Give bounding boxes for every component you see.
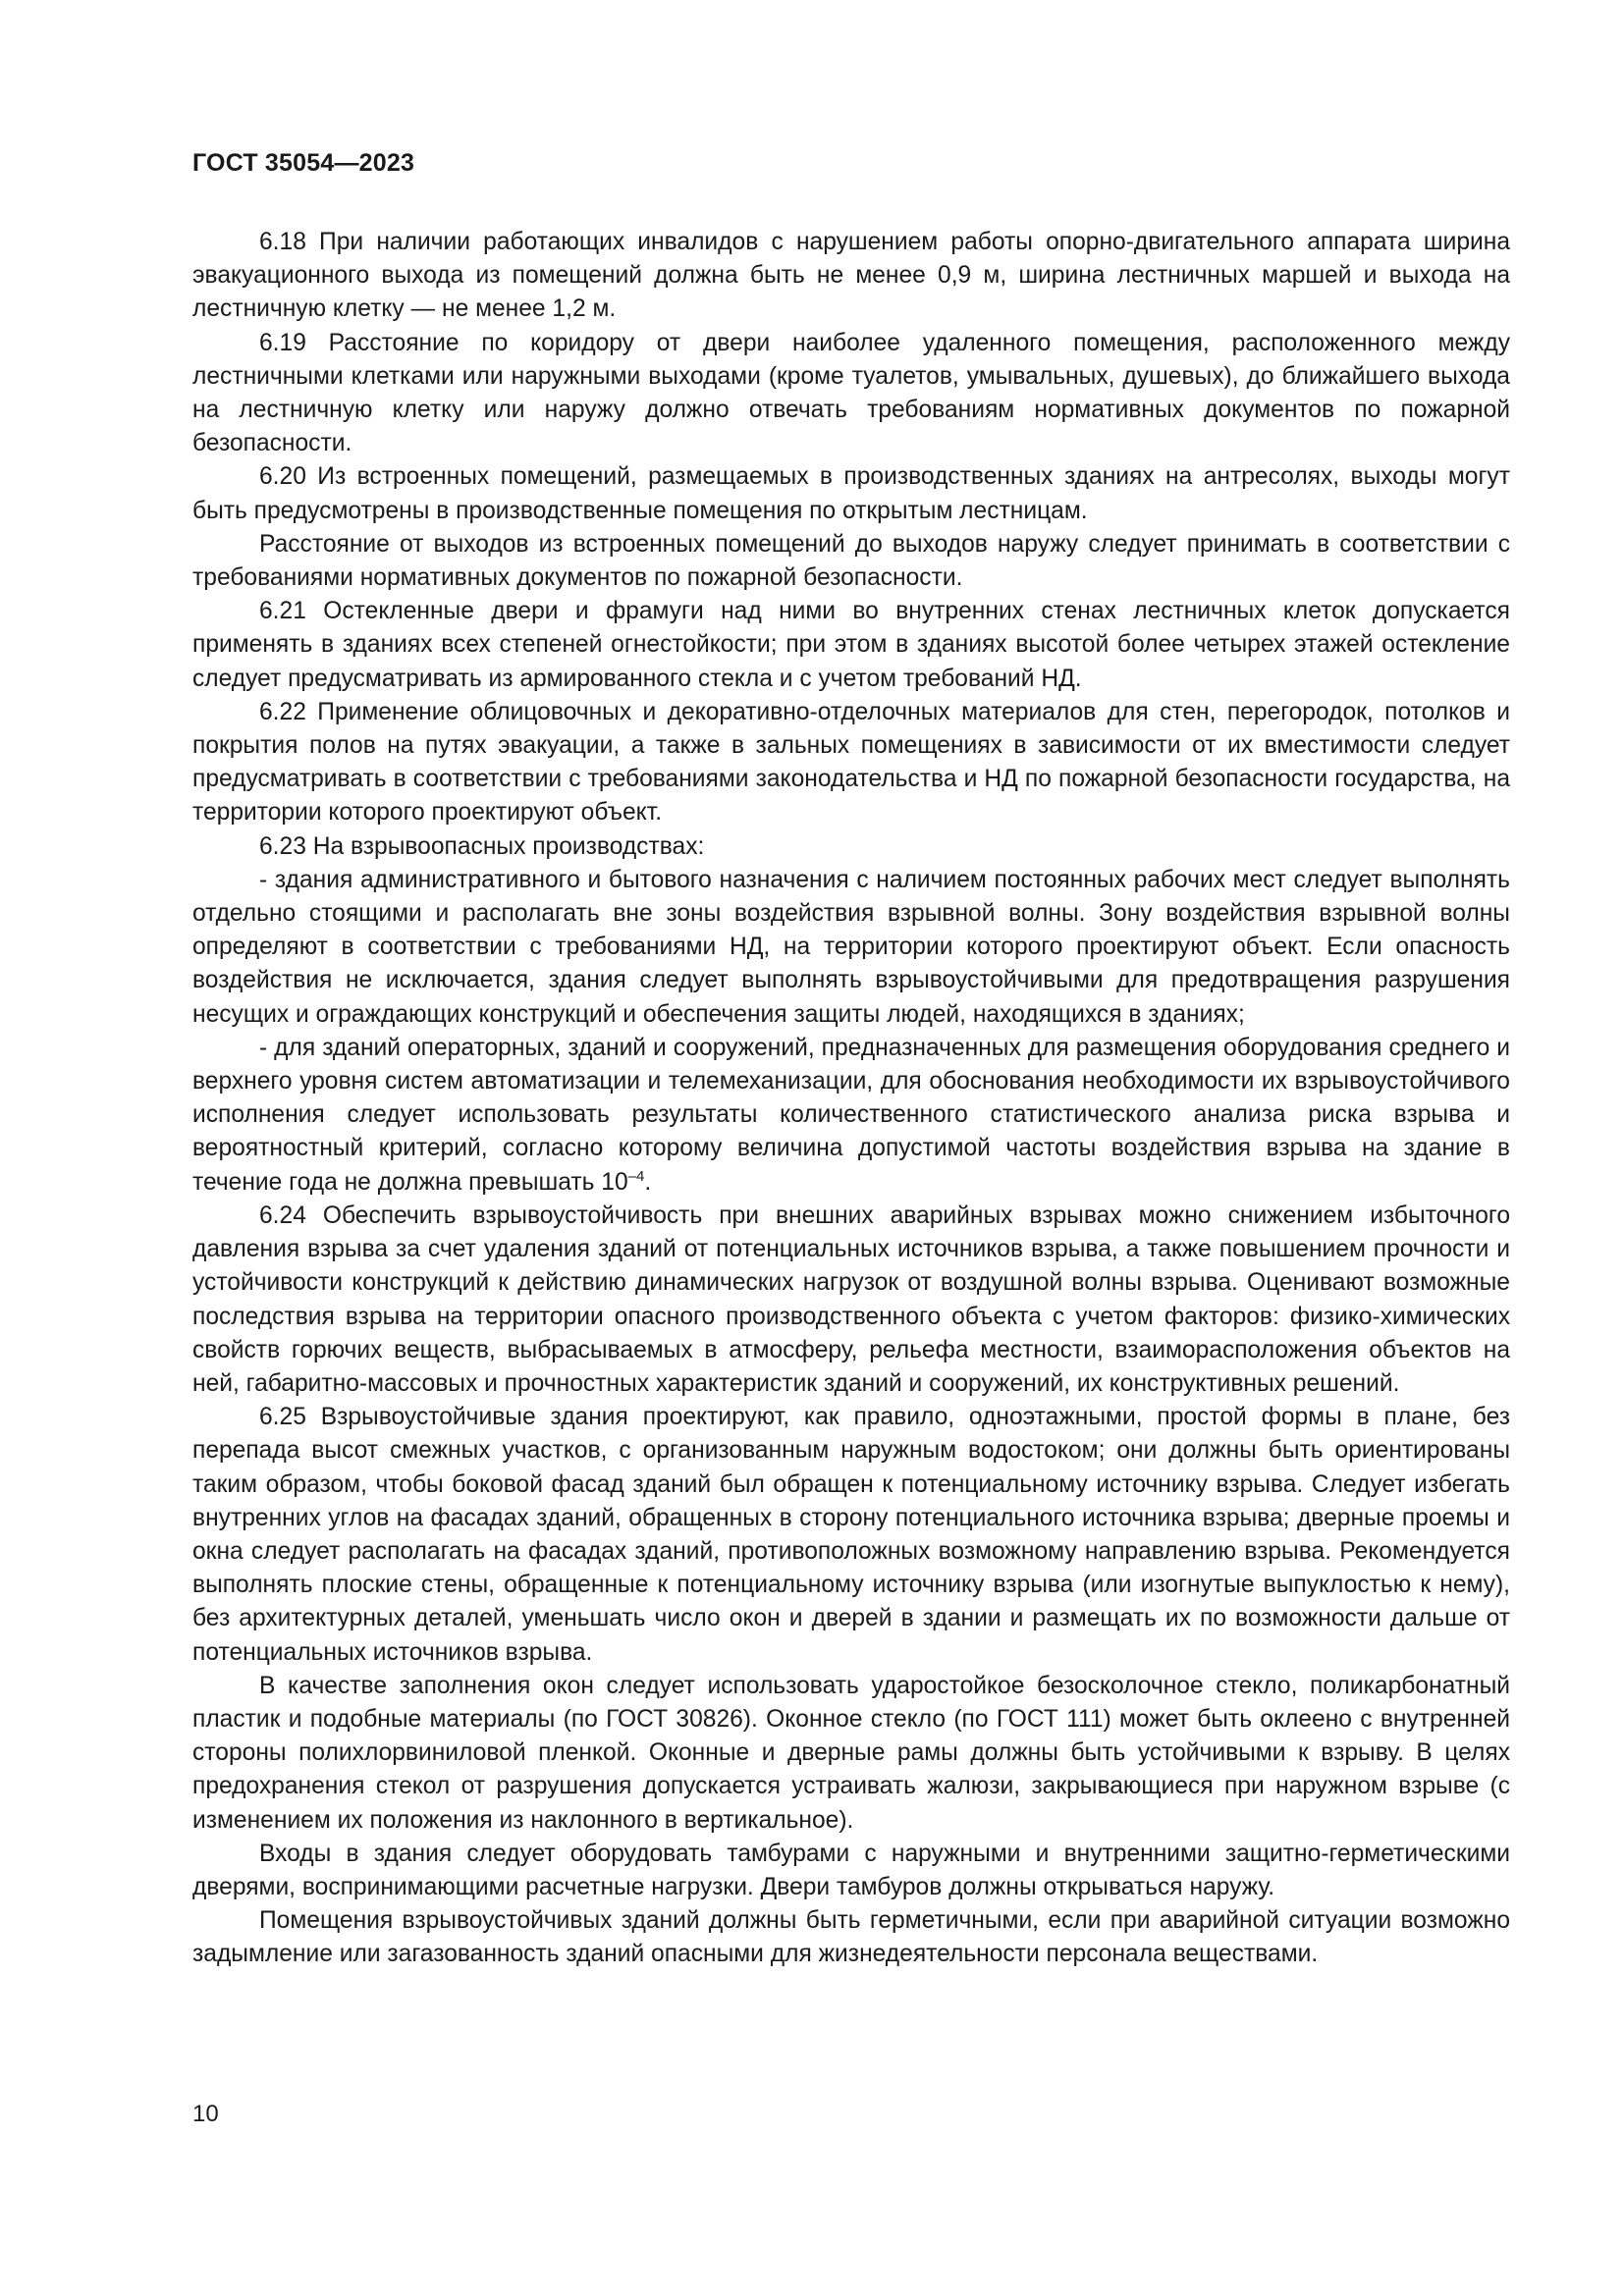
- document-body: [192, 226, 1510, 1972]
- frequency-exponent: –4: [627, 1167, 645, 1185]
- paragraph-6-23-operator-buildings: [192, 1032, 1510, 1200]
- paragraph-6-25-windows: В качестве заполнения окон следует использовать ударостойкое безосколочное стекло, поликарбонатный пластик и подобные материалы (по ГОСТ 30826). Оконное стекло (по ГОСТ 111) может быть оклеено с внутренней стороны полихлорвиниловой пленкой. Оконные и дверные рамы должны быть устойчивыми к взрыву. В целях предохранения стекол от разрушения допускается устраивать жалюзи, закрывающиеся при наружном взрыве (с изменением их положения из наклонного в вертикальное).: [192, 1672, 1510, 1834]
- paragraph-6-19: 6.19 Расстояние по коридору от двери наиболее удаленного помещения, расположенного между лестничными клетками или наружными выходами (кроме туалетов, умывальных, душевых), до ближайшего выхода на лестничную клетку или наружу должно отвечать требованиям нормативных документов по пожарной безопасности.: [192, 329, 1510, 457]
- paragraph-6-22: 6.22 Применение облицовочных и декоративно-отделочных материалов для стен, перегородок, потолков и покрытия полов на путях эвакуации, а также в зальных помещениях в зависимости от их вместимости следует предусматривать в соответствии с требованиями законодательства и НД по пожарной безопасности государства, на территории которого проектируют объект.: [192, 698, 1510, 827]
- paragraph-6-24: 6.24 Обеспечить взрывоустойчивость при внешних аварийных взрывах можно снижением избыточного давления взрыва за счет удаления зданий от потенциальных источников взрыва, а также повышением прочности и устойчивости конструкций к действию динамических нагрузок от воздушной волны взрыва. Оценивают возможные последствия взрыва на территории опасного производственного объекта с учетом факторов: физико-химических свойств горючих веществ, выбрасываемых в атмосферу, рельефа местности, взаиморасположения объектов на ней, габаритно-массовых и прочностных характеристик зданий и сооружений, их конструктивных решений.: [192, 1201, 1510, 1397]
- document-header: ГОСТ 35054—2023: [192, 149, 415, 177]
- paragraph-6-25-entrances: Входы в здания следует оборудовать тамбурами с наружными и внутренними защитно-герметическими дверями, воспринимающими расчетные нагрузки. Двери тамбуров должны открываться наружу.: [192, 1840, 1510, 1900]
- paragraph-6-23-admin-buildings: - здания административного и бытового назначения с наличием постоянных рабочих мест следует выполнять отдельно стоящими и располагать вне зоны воздействия взрывной волны. Зону воздействия взрывной волны определяют в соответствии с требованиями НД, на территории которого проектируют объект. Если опасность воздействия не исключается, здания следует выполнять взрывоустойчивыми для предотвращения разрушения несущих и ограждающих конструкций и обеспечения защиты людей, находящихся в зданиях;: [192, 866, 1510, 1028]
- operator-buildings-text: - для зданий операторных, зданий и сооружений, предназначенных для размещения оборудования среднего и верхнего уровня систем автоматизации и телемеханизации, для обоснования необходимости их взрывоустойчивого исполнения следует использовать результаты количественного статистического анализа риска взрыва и вероятностный критерий, согласно которому величина допустимой частоты воздействия взрыва на здание в течение года не должна превышать 10: [192, 1034, 1510, 1196]
- page-number: 10: [192, 2101, 219, 2127]
- paragraph-6-21: 6.21 Остекленные двери и фрамуги над ними во внутренних стенах лестничных клеток допускается применять в зданиях всех степеней огнестойкости; при этом в зданиях высотой более четырех этажей остекление следует предусматривать из армированного стекла и с учетом требований НД.: [192, 598, 1510, 692]
- paragraph-6-18: 6.18 При наличии работающих инвалидов с нарушением работы опорно-двигательного аппарата ширина эвакуационного выхода из помещений должна быть не менее 0,9 м, ширина лестничных маршей и выхода на лестничную клетку — не менее 1,2 м.: [192, 229, 1510, 323]
- paragraph-6-25-sealing: Помещения взрывоустойчивых зданий должны быть герметичными, если при аварийной ситуации возможно задымление или загазованность зданий опасными для жизнедеятельности персонала веществами.: [192, 1907, 1510, 1968]
- operator-buildings-end: .: [644, 1168, 652, 1196]
- paragraph-6-23: 6.23 На взрывоопасных производствах:: [259, 832, 705, 860]
- paragraph-6-20-distance: Расстояние от выходов из встроенных помещений до выходов наружу следует принимать в соответствии с требованиями нормативных документов по пожарной безопасности.: [192, 530, 1510, 592]
- paragraph-6-25: 6.25 Взрывоустойчивые здания проектируют, как правило, одноэтажными, простой формы в плане, без перепада высот смежных участков, с организованным наружным водостоком; они должны быть ориентированы таким образом, чтобы боковой фасад зданий был обращен к потенциальному источнику взрыва. Следует избегать внутренних углов на фасадах зданий, обращенных в сторону потенциального источника взрыва; дверные проемы и окна следует располагать на фасадах зданий, противоположных возможному направлению взрыва. Рекомендуется выполнять плоские стены, обращенные к потенциальному источнику взрыва (или изогнутые выпуклостью к нему), без архитектурных деталей, уменьшать число окон и дверей в здании и размещать их по возможности дальше от потенциальных источников взрыва.: [192, 1404, 1510, 1666]
- paragraph-6-20: 6.20 Из встроенных помещений, размещаемых в производственных зданиях на антресолях, выходы могут быть предусмотрены в производственные помещения по открытым лестницам.: [192, 463, 1510, 524]
